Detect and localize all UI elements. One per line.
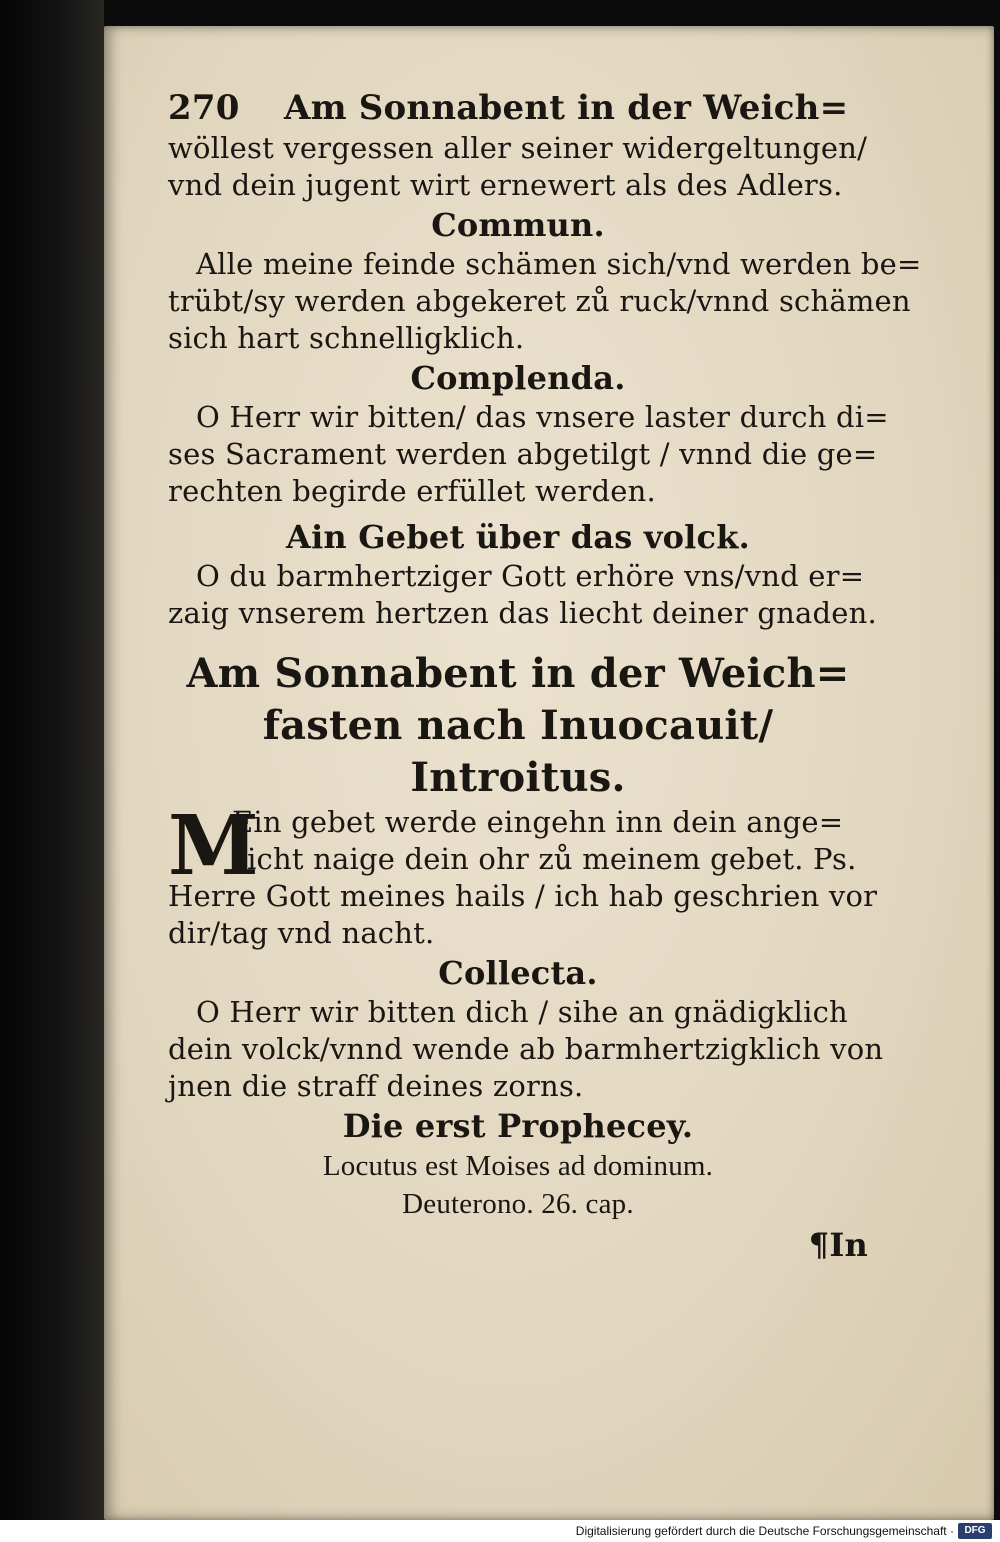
introitus-paragraph [168, 798, 868, 894]
text-line: trübt/sy werden abgekeret zů ruck/vnnd schämen [168, 284, 911, 318]
text-line: zaig vnserem hertzen das liecht deiner gnaden. [168, 596, 877, 630]
footer-credit-text: Digitalisierung gefördert durch die Deutsche Forschungsgemeinschaft [575, 1524, 947, 1538]
text-line: rechten begirde erfüllet werden. [168, 474, 656, 508]
text-line: wöllest vergessen aller seiner widergeltungen/ [168, 131, 868, 165]
scan-background [0, 0, 104, 1520]
text-line: jnen die straff deines zorns. [168, 1069, 584, 1103]
text-line: sich hart schnelligklich. [168, 321, 525, 355]
text-line: dir/tag vnd nacht. [168, 916, 435, 950]
section-title-line: Introitus. [410, 754, 626, 801]
dfg-logo: DFG [958, 1523, 992, 1539]
drop-cap: M [168, 798, 259, 894]
text-line: dein volck/vnnd wende ab barmhertzigklich von [168, 1032, 884, 1066]
section-title-line: fasten nach Inuocauit/ [262, 702, 774, 749]
prophecey-heading: Die erst Prophecey. [342, 1107, 694, 1145]
gebet-heading: Ain Gebet über das volck. [286, 518, 750, 556]
catchword: ¶In [808, 1226, 868, 1264]
running-head-title: Am Sonnabent in der Weich= [284, 88, 849, 128]
complenda-heading: Complenda. [410, 359, 626, 397]
catchword-text: In [829, 1226, 868, 1264]
text-line: ses Sacrament werden abgetilgt / vnnd die ge= [168, 437, 878, 471]
text-line: Alle meine feinde schämen sich/vnd werden be= [196, 247, 922, 281]
text-line: O Herr wir bitten/ das vnsere laster durch di= [196, 400, 889, 434]
footer-credit: Digitalisierung gefördert durch die Deutsche Forschungsgemeinschaft · [575, 1524, 954, 1538]
text-line: O du barmhertziger Gott erhöre vns/vnd er= [196, 559, 865, 593]
collecta-heading: Collecta. [438, 954, 598, 992]
running-head [168, 86, 868, 130]
text-line: vnd dein jugent wirt ernewert als des Adlers. [168, 168, 843, 202]
latin-line: Locutus est Moises ad dominum. [322, 1150, 714, 1182]
text-line: O Herr wir bitten dich / sihe an gnädigklich [196, 995, 848, 1029]
latin-line: Deuterono. 26. cap. [402, 1188, 634, 1220]
text-line: sicht naige dein ohr zů meinem gebet. Ps. [232, 842, 857, 876]
commun-heading: Commun. [431, 206, 605, 244]
page-text [168, 86, 922, 1267]
page-number: 270 [168, 88, 240, 128]
text-line: Herre Gott meines hails / ich hab geschrien vor [168, 879, 878, 913]
section-title-line: Am Sonnabent in der Weich= [186, 650, 850, 697]
text-line: Ein gebet werde eingehn inn dein ange= [232, 805, 844, 839]
